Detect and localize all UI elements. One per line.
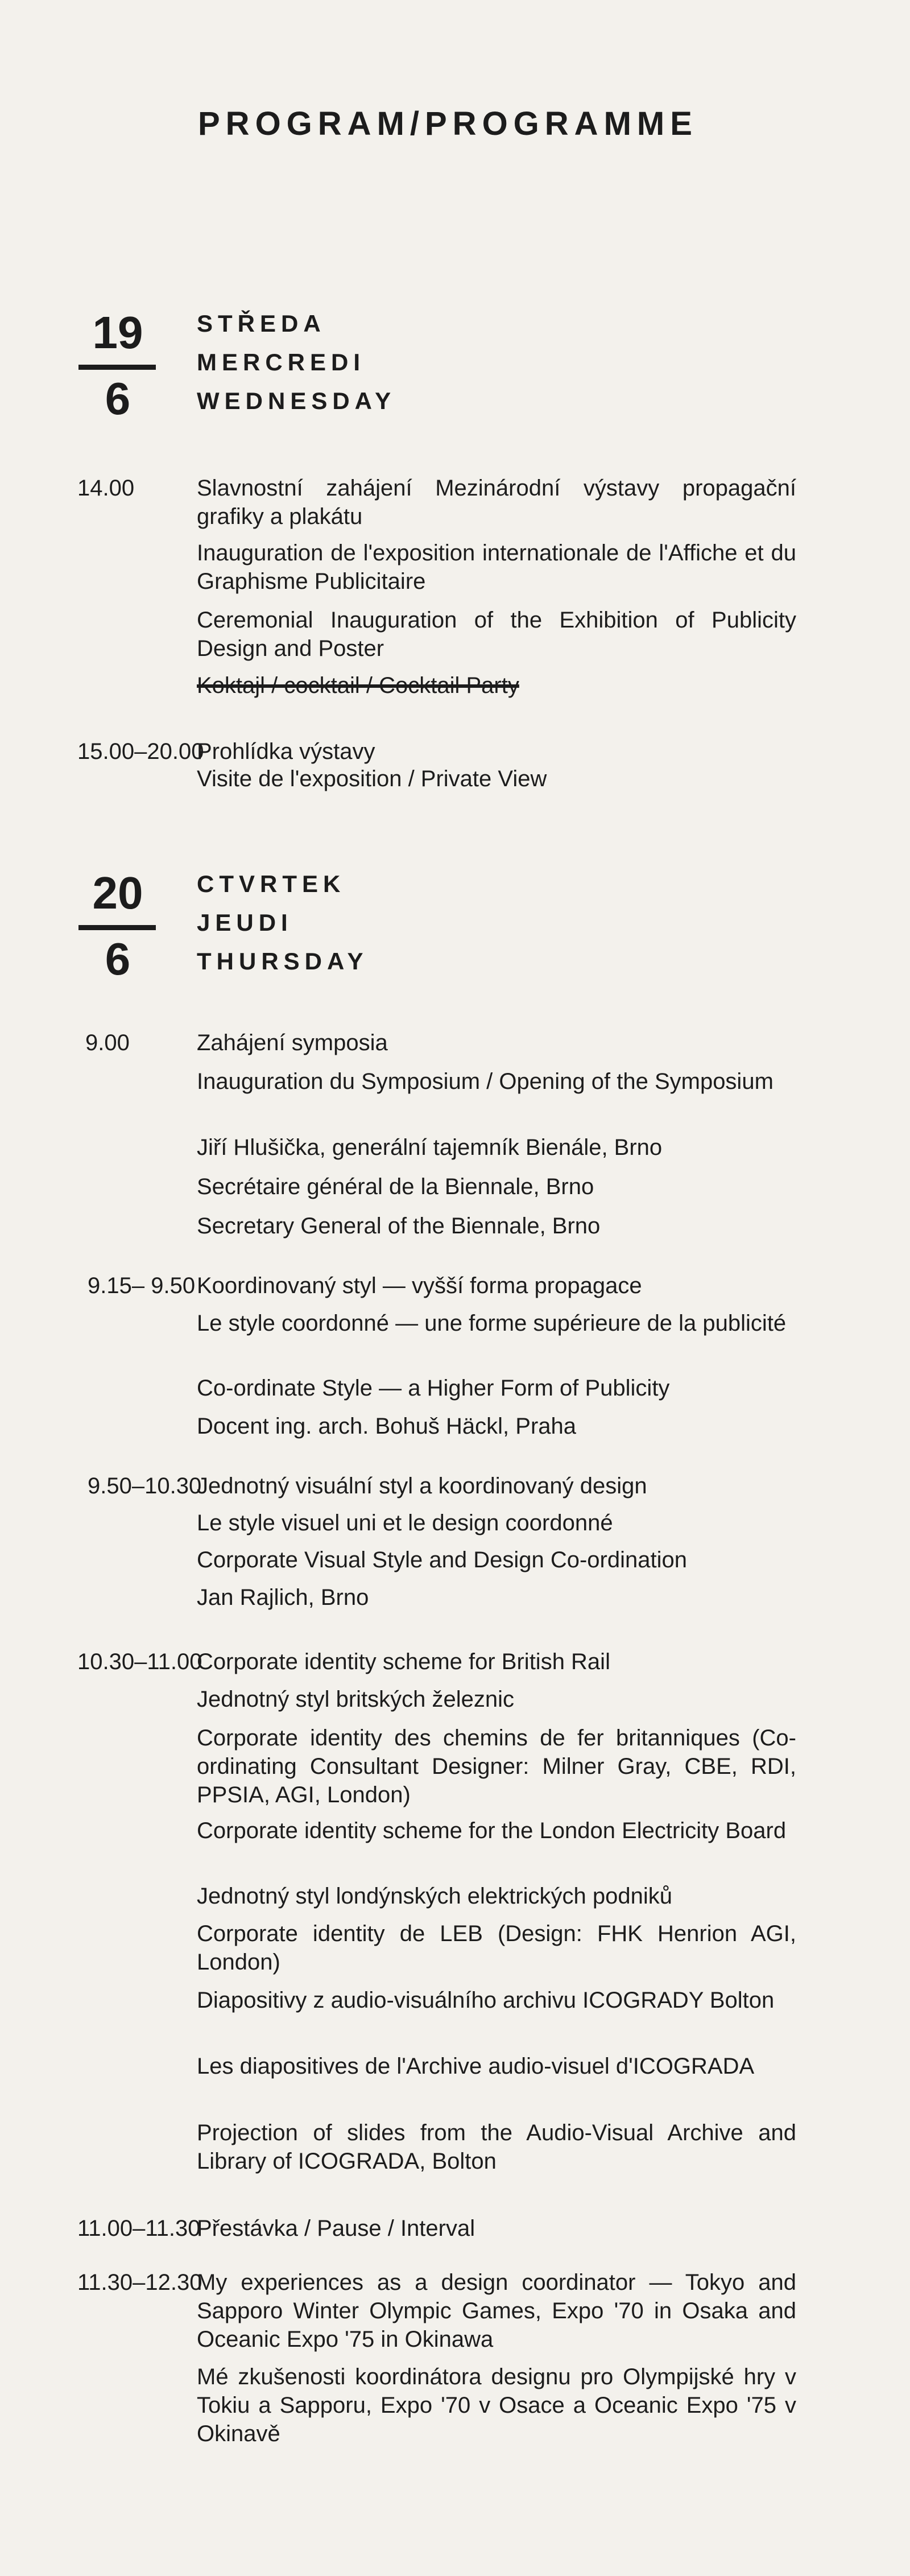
entry-line: Le style visuel uni et le design coordonné xyxy=(197,1510,613,1535)
entry-time: 11.00–11.30 xyxy=(77,2216,201,2241)
entry-line: Le style coordonné — une forme supérieure de la publicité xyxy=(197,1311,787,1336)
entry-line: Co-ordinate Style — a Higher Form of Publicity xyxy=(197,1376,670,1401)
entry-line: Slavnostní zahájení Mezinárodní výstavy propagační grafiky a plakátu xyxy=(197,476,796,529)
date-divider xyxy=(78,365,156,370)
entry-line: Přestávka / Pause / Interval xyxy=(197,2216,475,2241)
entry-line-struck: Koktajl / cocktail / Cocktail Party xyxy=(197,673,519,698)
entry-time: 10.30–11.00 xyxy=(77,1649,202,1674)
entry-line: Corporate identity scheme for the London Electricity Board xyxy=(197,1818,787,1843)
entry-line: Mé zkušenosti koordinátora designu pro Olympijské hry v Tokiu a Sapporu, Expo '70 v Osace a Oceanic Expo '75 v Okinavě xyxy=(197,2364,796,2446)
entry-line: Visite de l'exposition / Private View xyxy=(197,766,547,791)
entry-line: Koordinovaný styl — vyšší forma propagace xyxy=(197,1273,642,1298)
entry-line: Les diapositives de l'Archive audio-visuel d'ICOGRADA xyxy=(197,2054,755,2079)
entry-line: Inauguration de l'exposition internationale de l'Affiche et du Graphisme Publicitaire xyxy=(197,540,796,594)
page-title: PROGRAM/PROGRAMME xyxy=(198,105,698,142)
date-day: 19 xyxy=(92,307,143,358)
entry-line: Jednotný styl britských železnic xyxy=(197,1687,515,1712)
day-name-english: WEDNESDAY xyxy=(197,387,396,414)
date-month: 6 xyxy=(105,934,131,984)
entry-line: Prohlídka výstavy xyxy=(197,739,375,764)
entry-time: 9.00 xyxy=(85,1030,130,1055)
entry-line: Projection of slides from the Audio-Visual Archive and Library of ICOGRADA, Bolton xyxy=(197,2120,796,2174)
entry-line: Secretary General of the Biennale, Brno xyxy=(197,1213,601,1239)
date-month: 6 xyxy=(105,373,131,424)
entry-line: Corporate Visual Style and Design Co-ordination xyxy=(197,1547,687,1572)
entry-line: Jan Rajlich, Brno xyxy=(197,1585,369,1610)
entry-line: Zahájení symposia xyxy=(197,1030,388,1055)
entry-line: Corporate identity de LEB (Design: FHK Henrion AGI, London) xyxy=(197,1921,796,1975)
day-name-french: MERCREDI xyxy=(197,349,366,375)
day-name-english: THURSDAY xyxy=(197,948,369,975)
entry-line: Diapositivy z audio-visuálního archivu ICOGRADY Bolton xyxy=(197,1988,775,2013)
day-name-czech: CTVRTEK xyxy=(197,870,346,897)
entry-line: Secrétaire général de la Biennale, Brno xyxy=(197,1174,594,1199)
entry-line: Corporate identity des chemins de fer britanniques (Co-ordinating Consultant Designer: Milner Gray, CBE, RDI, PPSIA, AGI, London) xyxy=(197,1725,796,1807)
entry-time: 9.15– 9.50 xyxy=(88,1273,196,1298)
entry-line: Ceremonial Inauguration of the Exhibition of Publicity Design and Poster xyxy=(197,608,796,661)
day-name-french: JEUDI xyxy=(197,909,293,936)
date-divider xyxy=(78,925,156,930)
date-day: 20 xyxy=(92,868,143,918)
entry-time: 14.00 xyxy=(77,476,135,501)
entry-line: Jednotný visuální styl a koordinovaný design xyxy=(197,1473,647,1498)
entry-time: 9.50–10.30 xyxy=(88,1473,202,1498)
entry-line: Docent ing. arch. Bohuš Häckl, Praha xyxy=(197,1414,577,1439)
entry-time: 11.30–12.30 xyxy=(77,2270,202,2295)
entry-line: My experiences as a design coordinator — Tokyo and Sapporo Winter Olympic Games, Expo '70 in Osaka and Oceanic Expo '75 in Okinawa xyxy=(197,2270,796,2352)
entry-line: Corporate identity scheme for British Rail xyxy=(197,1649,610,1674)
entry-time: 15.00–20.00 xyxy=(77,739,204,764)
day-name-czech: STŘEDA xyxy=(197,310,326,337)
entry-line: Jednotný styl londýnských elektrických podniků xyxy=(197,1884,672,1909)
entry-line: Inauguration du Symposium / Opening of the Symposium xyxy=(197,1069,774,1094)
entry-line: Jiří Hlušička, generální tajemník Bienále, Brno xyxy=(197,1135,663,1160)
